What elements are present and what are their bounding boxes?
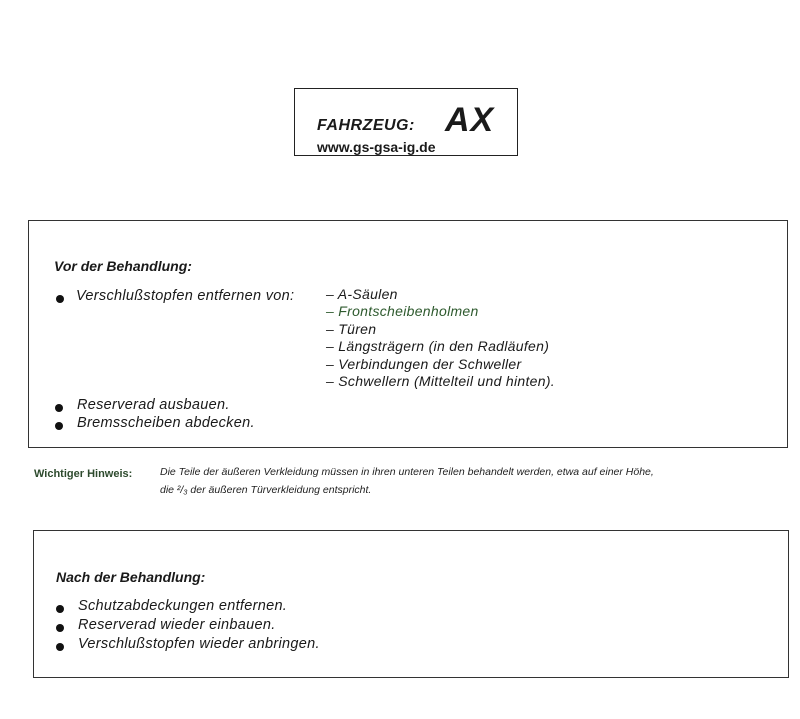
- vehicle-model: AX: [445, 101, 495, 139]
- refit-plugs-item: Verschlußstopfen wieder anbringen.: [78, 636, 320, 652]
- bullet-icon: [56, 624, 64, 632]
- brake-discs-item: Bremsscheiben abdecken.: [77, 415, 255, 431]
- website-url: www.gs-gsa-ig.de: [317, 139, 436, 155]
- location-side-members: – Längsträgern (in den Radläufen): [326, 338, 550, 354]
- before-treatment-panel: [28, 220, 788, 448]
- spare-wheel-item: Reserverad ausbauen.: [77, 397, 230, 413]
- important-note-line1: Die Teile der äußeren Verkleidung müssen in ihren unteren Teilen behandelt werden, etwa auf einer Höhe,: [160, 466, 654, 478]
- location-sill-joints: – Verbindungen der Schweller: [326, 356, 522, 372]
- location-doors: – Türen: [326, 321, 377, 337]
- bullet-icon: [56, 643, 64, 651]
- bullet-icon: [56, 605, 64, 613]
- after-treatment-panel: [33, 530, 789, 678]
- after-treatment-title: Nach der Behandlung:: [56, 569, 206, 585]
- remove-plugs-item: Verschlußstopfen entfernen von:: [76, 288, 295, 304]
- bullet-icon: [55, 422, 63, 430]
- important-note-label: Wichtiger Hinweis:: [34, 468, 133, 480]
- bullet-icon: [55, 404, 63, 412]
- important-note-line2: die ²/₃ der äußeren Türverkleidung entspricht.: [160, 484, 372, 496]
- location-windshield-pillars: – Frontscheibenholmen: [326, 303, 479, 319]
- refit-spare-wheel-item: Reserverad wieder einbauen.: [78, 617, 276, 633]
- location-a-pillars: – A-Säulen: [326, 286, 398, 302]
- remove-covers-item: Schutzabdeckungen entfernen.: [78, 598, 288, 614]
- before-treatment-title: Vor der Behandlung:: [54, 258, 192, 274]
- bullet-icon: [56, 295, 64, 303]
- vehicle-label: FAHRZEUG:: [317, 117, 415, 134]
- vehicle-header-box: [294, 88, 518, 156]
- location-sills: – Schwellern (Mittelteil und hinten).: [326, 373, 555, 389]
